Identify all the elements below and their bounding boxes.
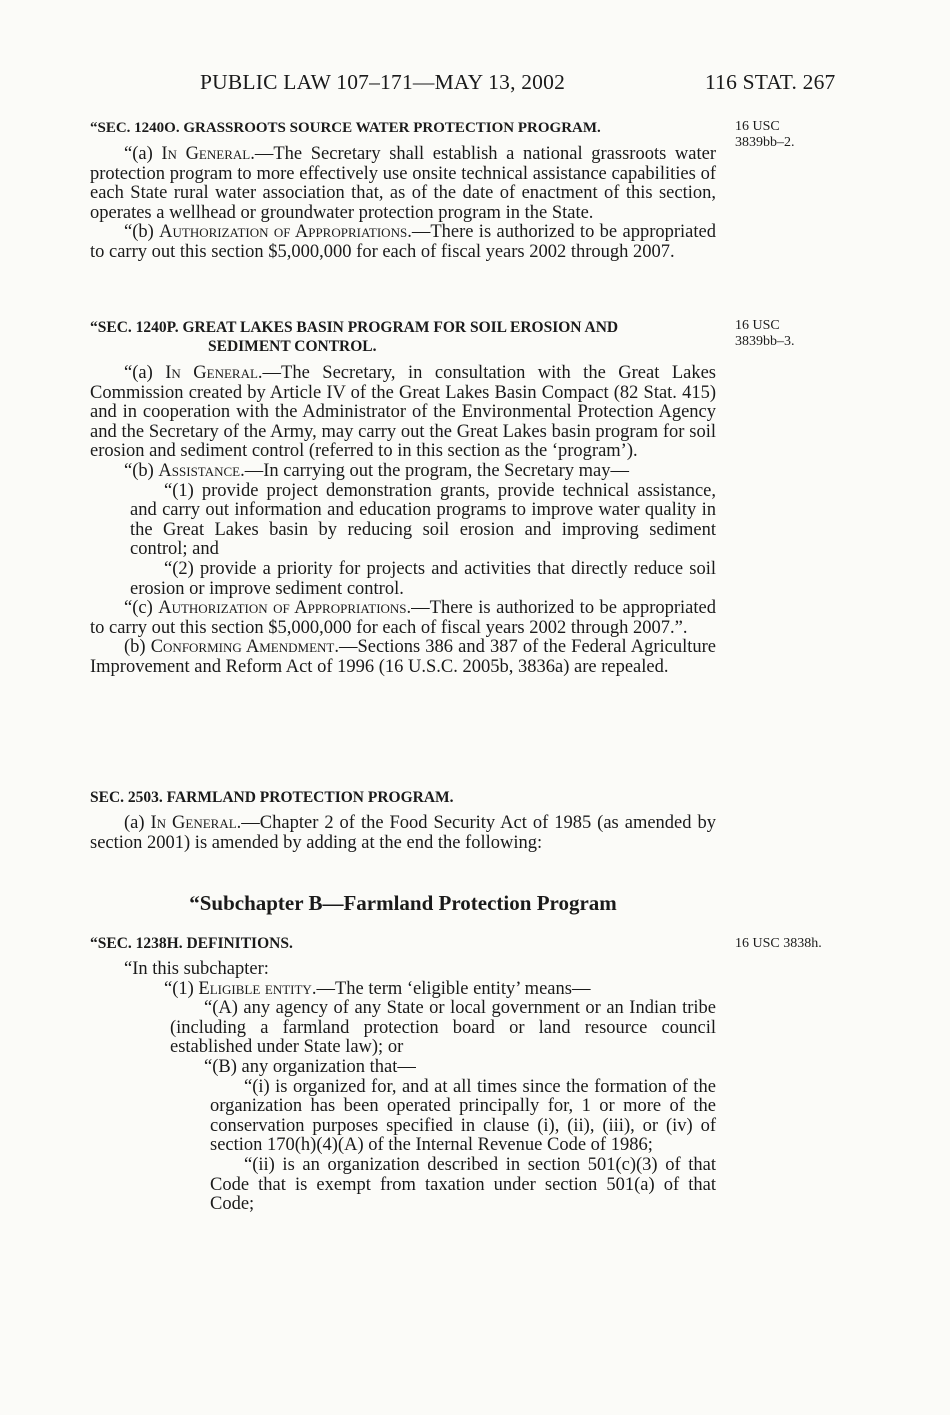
section-heading: “SEC. 1238H. DEFINITIONS. — [90, 935, 293, 952]
section-1240o — [90, 119, 716, 263]
section-heading: “SEC. 1240O. GRASSROOTS SOURCE WATER PROTECTION PROGRAM. — [90, 120, 601, 136]
paragraph-2503-a: (a) In General.—Chapter 2 of the Food Security Act of 1985 (as amended by section 2001) is amended by adding at the end the following: — [90, 813, 716, 853]
margin-note-1240o: 16 USC 3839bb–2. — [735, 119, 795, 150]
section-heading: SEC. 2503. FARMLAND PROTECTION PROGRAM. — [90, 789, 454, 806]
paragraph-1238h-1: “(1) Eligible entity.—The term ‘eligible entity’ means— — [164, 978, 591, 999]
paragraph-1238h-1-A: “(A) any agency of any State or local government or an Indian tribe (including a farmland protection board or land resource council established under State law); or — [170, 998, 716, 1058]
running-header-title: PUBLIC LAW 107–171—MAY 13, 2002 — [200, 70, 566, 94]
section-heading: “SEC. 1240P. GREAT LAKES BASIN PROGRAM FOR SOIL EROSION AND SEDIMENT CONTROL. — [90, 319, 619, 355]
running-header-page: 116 STAT. 267 — [705, 70, 836, 94]
section-1238h — [90, 934, 716, 1215]
paragraph-1240o-a: “(a) In General.—The Secretary shall establish a national grassroots water protection program to more effectively use onsite technical assistance capabilities of each State rural water association that, as of the date of enactment of this section, operates a wellhead or groundwater protection program in the State. — [90, 144, 716, 223]
section-1240p — [90, 318, 716, 678]
paragraph-1240p-c: “(c) Authorization of Appropriations.—There is authorized to be appropriated to carry out this section $5,000,000 for each of fiscal years 2002 through 2007.”. — [90, 598, 716, 638]
paragraph-intro: “In this subchapter: — [124, 959, 269, 979]
margin-note-1240p: 16 USC 3839bb–3. — [735, 318, 795, 349]
paragraph-1240p-a: “(a) In General.—The Secretary, in consultation with the Great Lakes Commission created by Article IV of the Great Lakes Basin Compact (82 Stat. 415) and in cooperation with the Administrator of the Environmental Protection Agency and the Secretary of the Army, may carry out the Great Lakes basin program for soil erosion and sediment control (referred to in this section as the ‘program’). — [90, 363, 716, 462]
section-2503 — [90, 788, 716, 853]
paragraph-1238h-1-B-i: “(i) is organized for, and at all times since the formation of the organization has been operated principally for, 1 or more of the conservation purposes specified in clause (i), (ii), (iii), or (iv) of section 170(h)(4)(A) of the Internal Revenue Code of 1986; — [210, 1076, 716, 1156]
paragraph-1240o-b: “(b) Authorization of Appropriations.—There is authorized to be appropriated to carry out this section $5,000,000 for each of fiscal years 2002 through 2007. — [90, 222, 716, 262]
margin-note-1238h: 16 USC 3838h. — [735, 936, 822, 951]
subchapter-heading: “Subchapter B—Farmland Protection Program — [189, 891, 617, 915]
paragraph-conforming-amendment: (b) Conforming Amendment.—Sections 386 and 387 of the Federal Agriculture Improvement and Reform Act of 1996 (16 U.S.C. 2005b, 3836a) are repealed. — [90, 637, 717, 677]
paragraph-1240p-b: “(b) Assistance.—In carrying out the program, the Secretary may— — [124, 460, 629, 481]
paragraph-1238h-1-B: “(B) any organization that— — [204, 1056, 416, 1077]
paragraph-1240p-b-2: “(2) provide a priority for projects and activities that directly reduce soil erosion or improve sediment control. — [130, 558, 716, 599]
paragraph-1238h-1-B-ii: “(ii) is an organization described in section 501(c)(3) of that Code that is exempt from taxation under section 501(a) of that Code; — [210, 1154, 716, 1215]
paragraph-1240p-b-1: “(1) provide project demonstration grants, provide technical assistance, and carry out information and education programs to improve water quality in the Great Lakes basin by reducing soil erosion and improving sediment control; and — [130, 480, 716, 560]
